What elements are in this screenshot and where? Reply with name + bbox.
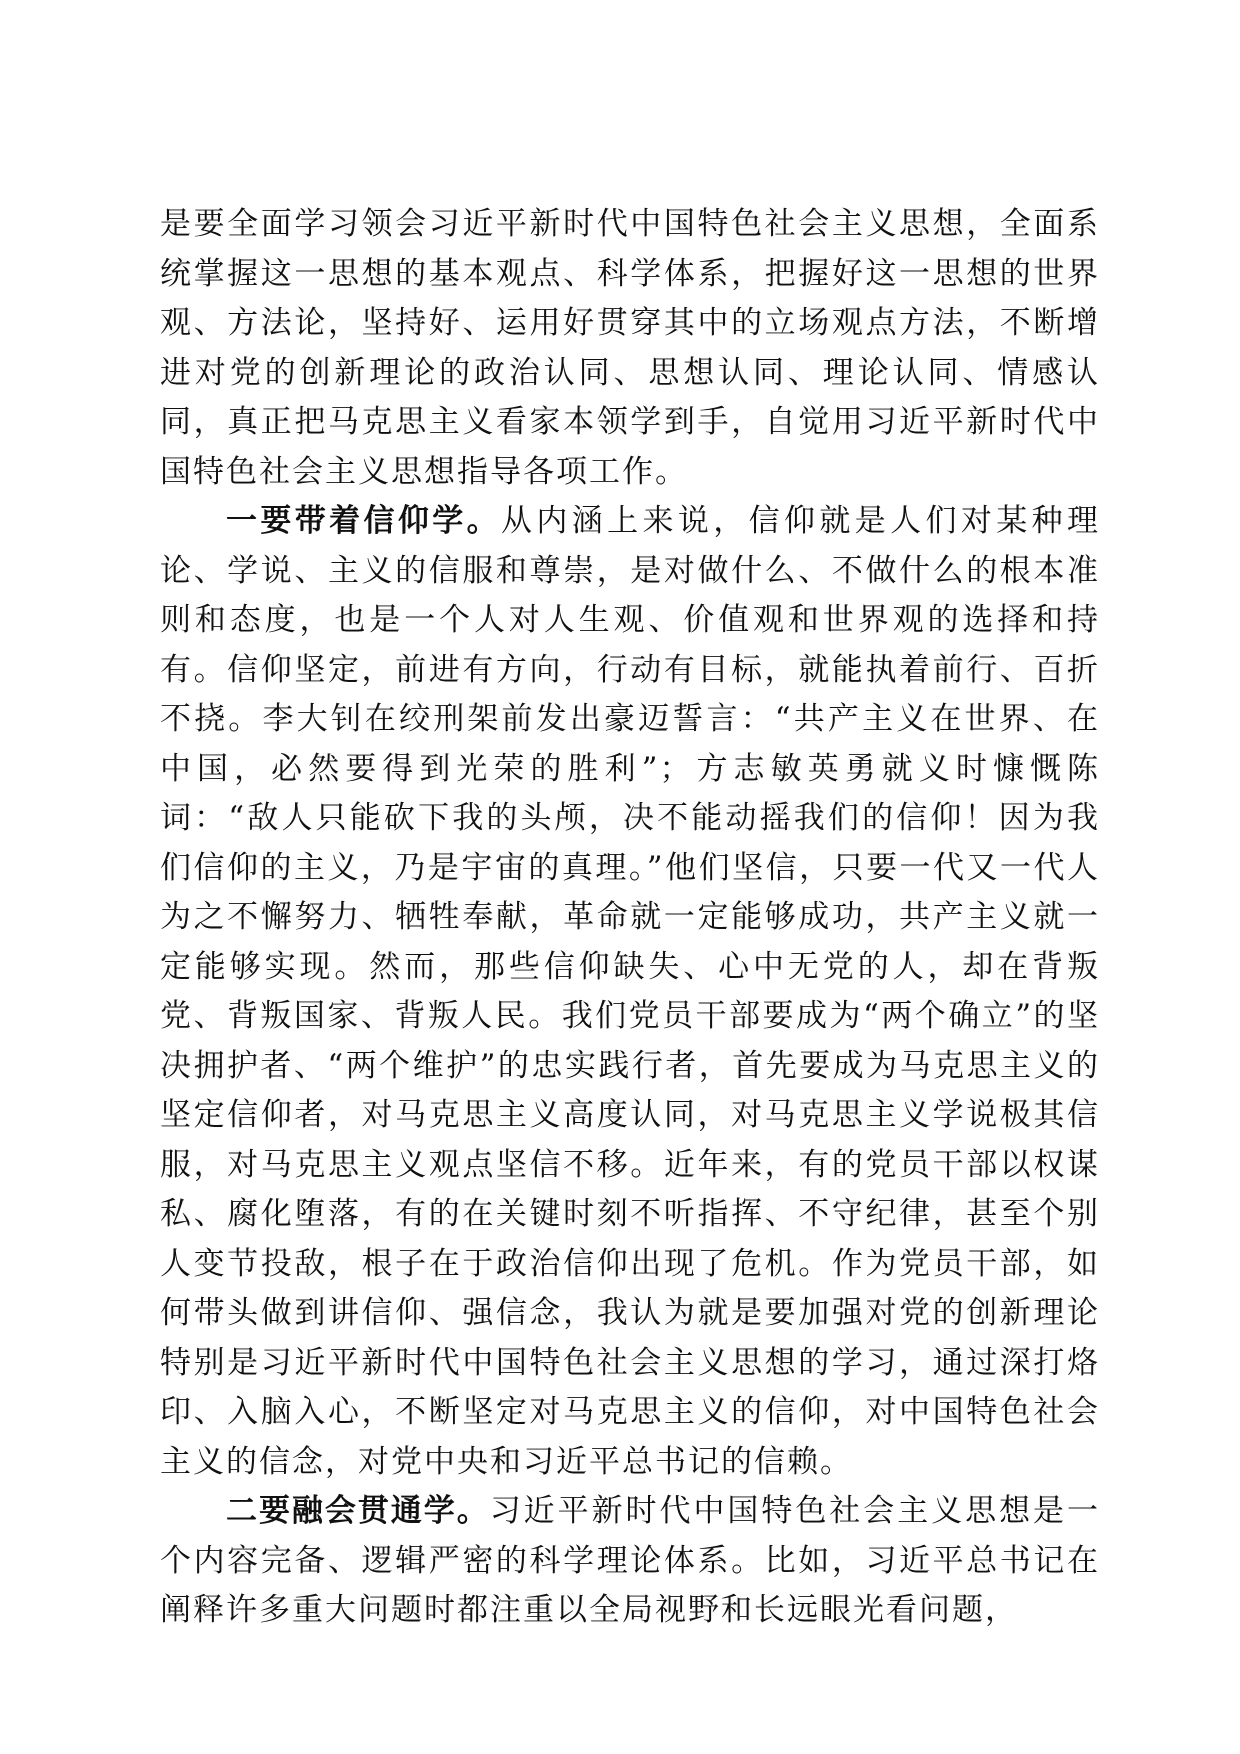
paragraph-faith-study bbox=[160, 497, 1100, 1487]
paragraph-body: 从内涵上来说，信仰就是人们对某种理论、学说、主义的信服和尊崇，是对做什么、不做什么的根本准则和态度，也是一个人对人生观、价值观和世界观的选择和持有。信仰坚定，前进有方向，行动有目标，就能执着前行、百折不挠。李大钊在绞刑架前发出豪迈誓言：“共产主义在世界、在中国，必然要得到光荣的胜利”；方志敏英勇就义时慷慨陈词：“敌人只能砍下我的头颅，决不能动摇我们的信仰！因为我们信仰的主义，乃是宇宙的真理。”他们坚信，只要一代又一代人为之不懈努力、牺牲奉献，革命就一定能够成功，共产主义就一定能够实现。然而，那些信仰缺失、心中无党的人，却在背叛党、背叛国家、背叛人民。我们党员干部要成为“两个确立”的坚决拥护者、“两个维护”的忠实践行者，首先要成为马克思主义的坚定信仰者，对马克思主义高度认同，对马克思主义学说极其信服，对马克思主义观点坚信不移。近年来，有的党员干部以权谋私、腐化堕落，有的在关键时刻不听指挥、不守纪律，甚至个别人变节投敌，根子在于政治信仰出现了危机。作为党员干部，如何带头做到讲信仰、强信念，我认为就是要加强对党的创新理论特别是习近平新时代中国特色社会主义思想的学习，通过深打烙印、入脑入心，不断坚定对马克思主义的信仰，对中国特色社会主义的信念，对党中央和习近平总书记的信赖。 bbox=[160, 503, 1100, 1480]
paragraph-heading: 二要融会贯通学。 bbox=[226, 1493, 490, 1529]
paragraph-continuation bbox=[160, 200, 1100, 497]
paragraph-heading: 一要带着信仰学。 bbox=[226, 503, 501, 539]
document-page bbox=[160, 200, 1100, 1636]
paragraph-body: 是要全面学习领会习近平新时代中国特色社会主义思想，全面系统掌握这一思想的基本观点、科学体系，把握好这一思想的世界观、方法论，坚持好、运用好贯穿其中的立场观点方法，不断增进对党的创新理论的政治认同、思想认同、理论认同、情感认同，真正把马克思主义看家本领学到手，自觉用习近平新时代中国特色社会主义思想指导各项工作。 bbox=[160, 206, 1100, 490]
paragraph-integrated-study bbox=[160, 1487, 1100, 1636]
paragraph-body: 习近平新时代中国特色社会主义思想是一个内容完备、逻辑严密的科学理论体系。比如，习近平总书记在阐释许多重大问题时都注重以全局视野和长远眼光看问题， bbox=[160, 1493, 1101, 1628]
